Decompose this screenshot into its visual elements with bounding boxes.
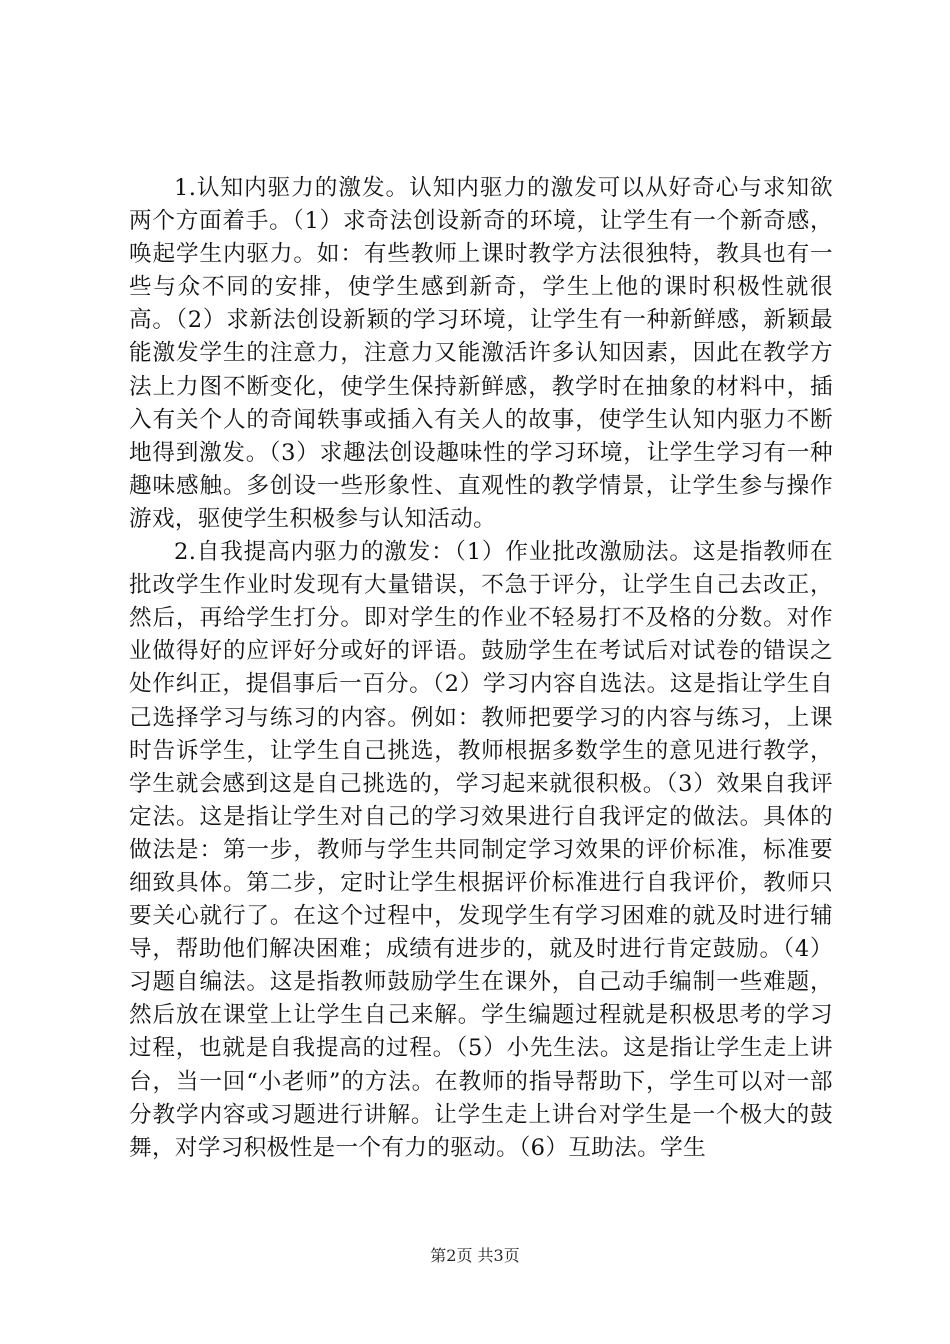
paragraph-self-improvement-drive: 2.自我提高内驱力的激发：（1）作业批改激励法。这是指教师在批改学生作业时发现有大量错误，不急于评分，让学生自己去改正，然后，再给学生打分。即对学生的作业不轻易打不及格的分数。对作业做得好的应评好分或好的评语。鼓励学生在考试后对试卷的错误之处作纠正，提倡事后一百分。（2）学习内容自选法。这是指让学生自己选择学习与练习的内容。例如：教师把要学习的内容与练习，上课时告诉学生，让学生自己挑选，教师根据多数学生的意见进行教学，学生就会感到这是自己挑选的，学习起来就很积极。（3）效果自我评定法。这是指让学生对自己的学习效果进行自我评定的做法。具体的做法是：第一步，教师与学生共同制定学习效果的评价标准，标准要细致具体。第二步，定时让学生根据评价标准进行自我评价，教师只要关心就行了。在这个过程中，发现学生有学习困难的就及时进行辅导，帮助他们解决困难；成绩有进步的，就及时进行肯定鼓励。（4）习题自编法。这是指教师鼓励学生在课外，自己动手编制一些难题，然后放在课堂上让学生自己来解。学生编题过程就是积极思考的学习过程，也就是自我提高的过程。（5）小先生法。这是指让学生走上讲台，当一回“小老师”的方法。在教师的指导帮助下，学生可以对一部分教学内容或习题进行讲解。让学生走上讲台对学生是一个极大的鼓舞，对学习积极性是一个有力的驱动。（6）互助法。学生 [129, 539, 833, 1161]
page-number-footer: 第2页 共3页 [430, 1246, 520, 1265]
document-body [129, 172, 833, 1165]
paragraph-cognitive-drive: 1.认知内驱力的激发。认知内驱力的激发可以从好奇心与求知欲两个方面着手。（1）求奇法创设新奇的环境，让学生有一个新奇感，唤起学生内驱力。如：有些教师上课时教学方法很独特，教具也有一些与众不同的安排，使学生感到新奇，学生上他的课时积极性就很高。（2）求新法创设新颖的学习环境，让学生有一种新鲜感，新颖最能激发学生的注意力，注意力又能激活许多认知因素，因此在教学方法上力图不断变化，使学生保持新鲜感，教学时在抽象的材料中，插入有关个人的奇闻轶事或插入有关人的故事，使学生认知内驱力不断地得到激发。（3）求趣法创设趣味性的学习环境，让学生学习有一种趣味感触。多创设一些形象性、直观性的教学情景，让学生参与操作游戏，驱使学生积极参与认知活动。 [129, 175, 833, 532]
